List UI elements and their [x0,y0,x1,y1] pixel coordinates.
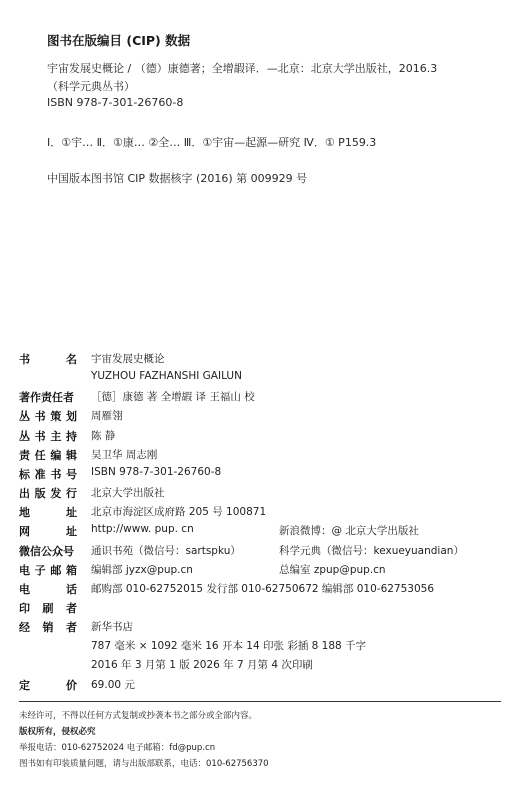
cip-bibliographic-line: 宇宙发展史概论 / （德）康德著；全增嘏译．—北京：北京大学出版社，2016.3 [47,62,438,75]
info-row-value: 宇宙发展史概论 [91,353,165,365]
info-row-value: http://www. pup. cn [91,523,194,535]
info-row-value: 2016 年 3 月第 1 版 2026 年 7 月第 4 次印刷 [91,659,313,671]
info-row-label: 电 子 邮 箱 [19,564,77,577]
info-row-label: 出 版 发 行 [19,487,77,500]
info-row-label: 地 址 [19,506,77,519]
info-row-value: 陈 静 [91,430,116,442]
info-row-value: YUZHOU FAZHANSHI GAILUN [91,370,242,382]
info-row-label: 微信公众号 [19,545,74,558]
info-row-value: 69.00 元 [91,679,135,691]
info-row-label: 电 话 [19,583,77,596]
info-row-label: 印 刷 者 [19,602,77,615]
info-row-label: 丛 书 策 划 [19,410,77,423]
cip-title: 图书在版编目 (CIP) 数据 [47,33,191,48]
info-row-label: 标 准 书 号 [19,468,77,481]
info-row-label: 责 任 编 辑 [19,449,77,462]
info-row-label: 丛 书 主 持 [19,430,77,443]
info-row-label: 书 名 [19,353,77,366]
info-row-value: 北京大学出版社 [91,487,165,499]
info-row-value: ［德］康德 著 全增嘏 译 王福山 校 [91,391,255,403]
info-row-value-secondary: 总编室 zpup@pup.cn [279,564,386,576]
info-row-label: 定 价 [19,679,77,692]
cip-record-number: 中国版本图书馆 CIP 数据核字 (2016) 第 009929 号 [47,172,308,185]
info-row-value: 北京市海淀区成府路 205 号 100871 [91,506,267,518]
info-row-value: 吴卫华 周志刚 [91,449,158,461]
info-row-value: 新华书店 [91,621,133,633]
footer-report-contact: 举报电话：010-62752024 电子邮箱：fd@pup.cn [19,743,216,753]
footer-notice: 未经许可，不得以任何方式复制或抄袭本书之部分或全部内容。 [19,711,258,721]
footer-copyright: 版权所有，侵权必究 [19,727,96,737]
cip-classification-line: Ⅰ．①宇… Ⅱ．①康… ②全… Ⅲ．①宇宙—起源—研究 Ⅳ．① P159.3 [47,136,377,149]
info-row-label: 著作责任者 [19,391,74,404]
cip-isbn-line: ISBN 978-7-301-26760-8 [47,96,184,109]
footer-quality-contact: 图书如有印装质量问题，请与出版部联系，电话：010-62756370 [19,759,269,769]
cip-series-line: （科学元典丛书） [47,80,135,93]
info-row-value-secondary: 新浪微博：@ 北京大学出版社 [279,525,419,537]
info-row-label: 经 销 者 [19,621,77,634]
info-row-value: 787 毫米 × 1092 毫米 16 开本 14 印张 彩插 8 188 千字 [91,640,367,652]
info-row-value: 邮购部 010-62752015 发行部 010-62750672 编辑部 010-62753056 [91,583,435,595]
footer-divider [19,701,501,702]
info-row-value: 通识书苑（微信号：sartspku） [91,545,241,557]
info-row-label: 网 址 [19,525,77,538]
info-row-value-secondary: 科学元典（微信号：kexueyuandian） [279,545,464,557]
info-row-value: 编辑部 jyzx@pup.cn [91,564,193,576]
info-row-value: 周雁翎 [91,410,123,422]
info-row-value: ISBN 978-7-301-26760-8 [91,466,222,478]
